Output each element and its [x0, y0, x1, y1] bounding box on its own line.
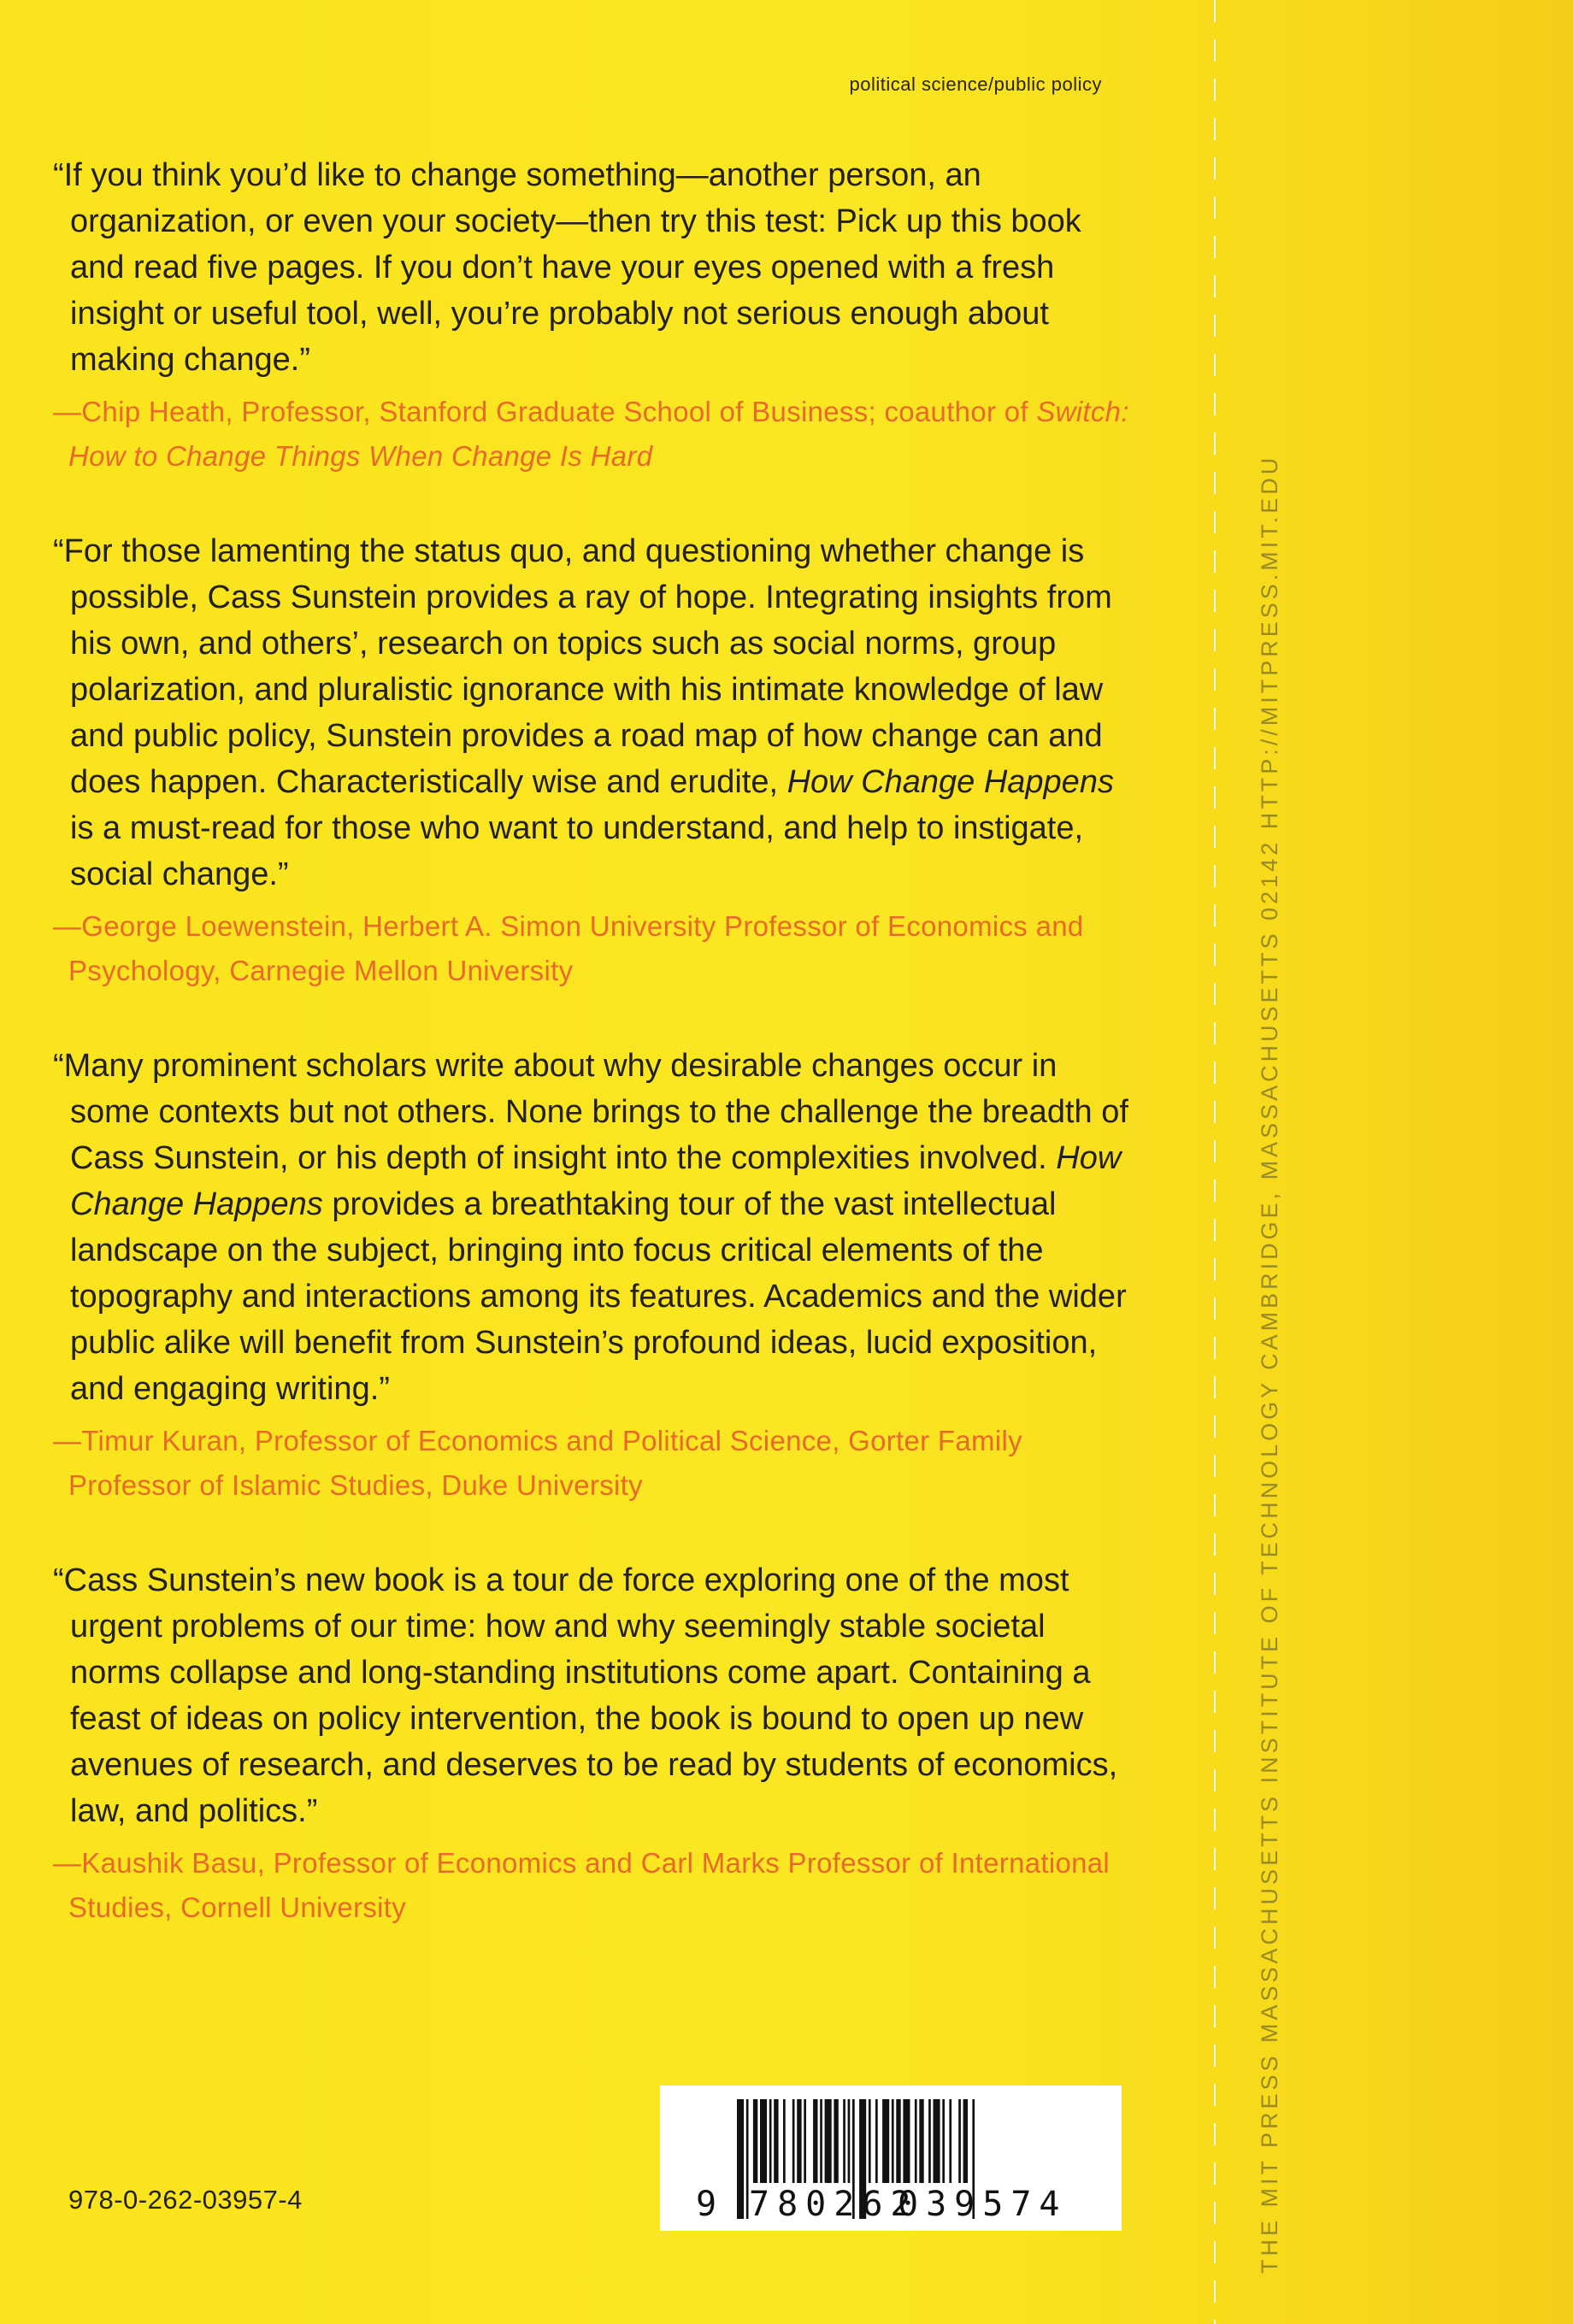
barcode-bar	[783, 2099, 786, 2183]
endorsement-basu	[53, 1557, 1130, 1930]
barcode-bar	[882, 2099, 889, 2183]
endorsement-kuran	[53, 1043, 1130, 1508]
barcode-bar	[804, 2099, 806, 2183]
endorsement-quote: “If you think you’d like to change something—another person, an organization, or even your society—then try this test: Pick up this book and read five pages. If you don’t have your eyes opened with a fresh insight or useful tool, well, you’re probably not serious enough about making change.”	[53, 157, 1081, 378]
endorsement-quote: “Many prominent scholars write about why desirable changes occur in some contexts but not others. None brings to the challenge the breadth of Cass Sunstein, or his depth of insight into the complexities involved. How Change Happens provides a breathtaking tour of the vast intellectual landscape on the subject, bringing into focus critical elements of the topography and interactions among its features. Academics and the wider public alike will benefit from Sunstein’s profound ideas, lucid exposition, and engaging writing.”	[53, 1048, 1128, 1407]
barcode-bar	[769, 2099, 772, 2183]
barcode-bar	[928, 2099, 931, 2183]
book-title: Switch: How to Change Things When Change Is Hard	[68, 396, 1129, 472]
barcode	[660, 2086, 1122, 2231]
barcode-bar	[848, 2099, 851, 2183]
barcode-bar	[875, 2099, 878, 2183]
book-title: How Change Happens	[70, 1140, 1122, 1222]
barcode-bar	[949, 2099, 951, 2183]
barcode-digit-first: 9	[696, 2185, 717, 2224]
barcode-digits-right: 039574	[898, 2185, 1068, 2224]
spine-fold-line	[1214, 0, 1216, 2324]
barcode-bar	[919, 2099, 923, 2183]
endorsement-attribution: —Kaushik Basu, Professor of Economics and Carl Marks Professor of International Studies, Cornell University	[53, 1847, 1111, 1923]
isbn-text: 978-0-262-03957-4	[68, 2185, 303, 2215]
barcode-bar	[760, 2099, 767, 2183]
endorsement-quote: “For those lamenting the status quo, and questioning whether change is possible, Cass Sunstein provides a ray of hope. Integrating insights from his own, and others’, research on topics such as social norms, group polarization, and pluralistic ignorance with his intimate knowledge of law and public policy, Sunstein provides a road map of how change can and does happen. Characteristically wise and erudite, How Change Happens is a must-read for those who want to understand, and help to instigate, social change.”	[53, 533, 1114, 892]
barcode-bar	[892, 2099, 894, 2183]
endorsement-loewenstein	[53, 528, 1130, 993]
barcode-bar	[820, 2099, 822, 2183]
book-title: How Change Happens	[786, 764, 1114, 800]
endorsements	[53, 152, 1130, 1980]
spine-publisher-text: THE MIT PRESS MASSACHUSETTS INSTITUTE OF TECHNOLOGY CAMBRIDGE, MASSACHUSETTS 02142 HTTP://MITPRESS.MIT.EDU	[1257, 454, 1282, 2274]
endorsement-attribution: —Timur Kuran, Professor of Economics and Political Science, Gorter Family Professor of Islamic Studies, Duke University	[53, 1425, 1022, 1501]
barcode-bar	[915, 2099, 917, 2183]
barcode-bar	[753, 2099, 757, 2183]
barcode-bar	[869, 2099, 871, 2183]
barcode-bar	[843, 2099, 845, 2183]
barcode-bar	[792, 2099, 795, 2183]
barcode-bar	[958, 2099, 961, 2183]
endorsement-heath	[53, 152, 1130, 479]
barcode-bar	[963, 2099, 968, 2183]
barcode-bar	[825, 2099, 832, 2183]
barcode-bar	[813, 2099, 817, 2183]
barcode-bar	[834, 2099, 838, 2183]
endorsement-quote: “Cass Sunstein’s new book is a tour de force exploring one of the most urgent problems of our time: how and why seemingly stable societal norms collapse and long-standing institutions come apart. Containing a feast of ideas on policy intervention, the book is bound to open up new avenues of research, and deserves to be read by students of economics, law, and politics.”	[53, 1562, 1118, 1829]
barcode-digits	[660, 2185, 1122, 2227]
endorsement-attribution: —Chip Heath, Professor, Stanford Graduate School of Business; coauthor of Switch: How to Change Things When Change Is Hard	[53, 396, 1129, 472]
barcode-bar	[797, 2099, 801, 2183]
barcode-digits-left: 780262	[749, 2185, 919, 2224]
barcode-bar	[934, 2099, 940, 2183]
barcode-bar	[942, 2099, 945, 2183]
barcode-bar	[903, 2099, 910, 2183]
barcode-bar	[896, 2099, 900, 2183]
endorsement-attribution: —George Loewenstein, Herbert A. Simon University Professor of Economics and Psychology, Carnegie Mellon University	[53, 910, 1084, 986]
barcode-bar	[774, 2099, 778, 2183]
category-label: political science/public policy	[849, 74, 1102, 95]
